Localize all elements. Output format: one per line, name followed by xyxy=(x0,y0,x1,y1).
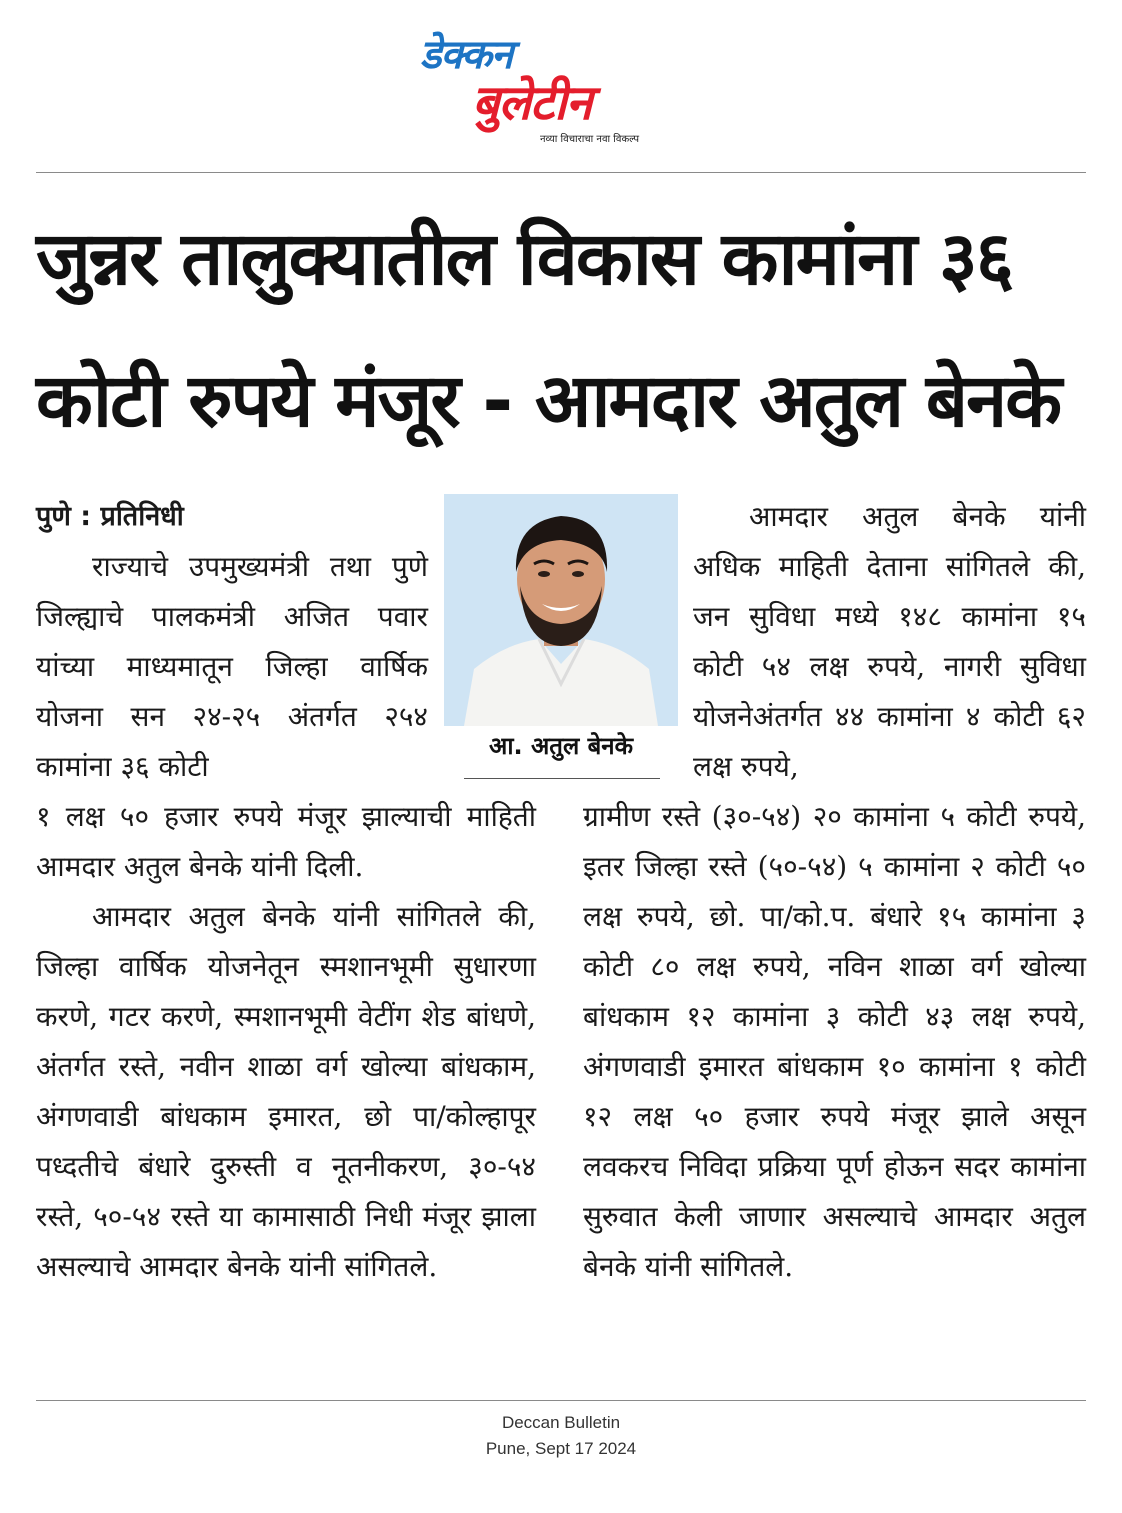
footer-divider xyxy=(36,1400,1086,1401)
photo-caption: आ. अतुल बेनके xyxy=(488,732,634,760)
caption-underline xyxy=(464,778,660,779)
photo-block xyxy=(444,494,678,784)
masthead xyxy=(0,0,1122,170)
footer xyxy=(0,1410,1122,1462)
footer-publication: Deccan Bulletin xyxy=(501,1413,621,1432)
portrait-illustration xyxy=(444,494,678,726)
logo-bottom-text: बुलेटीन xyxy=(472,75,592,131)
article-headline xyxy=(36,188,1086,472)
masthead-divider xyxy=(36,172,1086,173)
paragraph-1-end: १ लक्ष ५० हजार रुपये मंजूर झाल्याची माहिती आमदार अतुल बेनके यांनी दिली. xyxy=(36,800,536,883)
footer-place-date: Pune, Sept 17 2024 xyxy=(485,1439,637,1458)
portrait-photo xyxy=(444,494,678,726)
paragraph-3-start: आमदार अतुल बेनके यांनी अधिक माहिती देताना सांगितले की, जन सुविधा मध्ये १४८ कामांना १५ कोटी ५४ लक्ष रुपये, नागरी सुविधा योजनेअंतर्गत ४४ कामांना ४ कोटी ६२ लक्ष रुपये, xyxy=(693,500,1086,783)
left-column-wide xyxy=(36,792,536,1292)
paragraph-3-end: ग्रामीण रस्ते (३०-५४) २० कामांना ५ कोटी रुपये, इतर जिल्हा रस्ते (५०-५४) ५ कामांना २ कोटी ५० लक्ष रुपये, छो. पा/को.प. बंधारे १५ कामांना ३ कोटी ८० लक्ष रुपये, नविन शाळा वर्ग खोल्या बांधकाम १२ कामांना ३ कोटी ४३ लक्ष रुपये, अंगणवाडी इमारत बांधकाम १० कामांना १ कोटी १२ लक्ष ५० हजार रुपये मंजूर झाले असून लवकरच निविदा प्रक्रिया पूर्ण होऊन सदर कामांना सुरुवात केली जाणार असल्याचे आमदार अतुल बेनके यांनी सांगितले. xyxy=(583,800,1086,1283)
left-column-narrow xyxy=(36,492,428,792)
paragraph-1-start: राज्याचे उपमुख्यमंत्री तथा पुणे जिल्ह्याचे पालकमंत्री अजित पवार यांच्या माध्यमातून जिल्हा वार्षिक योजना सन २४-२५ अंतर्गत २५४ कामांना ३६ कोटी xyxy=(36,550,428,783)
logo-top-text: डेक्कन xyxy=(420,32,513,78)
right-column-wide xyxy=(583,792,1086,1292)
headline-line-2: कोटी रुपये मंजूर - आमदार अतुल बेनके xyxy=(36,358,1061,444)
deccan-bulletin-logo xyxy=(420,30,700,152)
paragraph-2: आमदार अतुल बेनके यांनी सांगितले की, जिल्हा वार्षिक योजनेतून स्मशानभूमी सुधारणा करणे, गटर करणे, स्मशानभूमी वेटींग शेड बांधणे, अंतर्गत रस्ते, नवीन शाळा वर्ग खोल्या बांधकाम, अंगणवाडी बांधकाम इमारत, छो पा/कोल्हापूर पध्दतीचे बंधारे दुरुस्ती व नूतनीकरण, ३०-५४ रस्ते, ५०-५४ रस्ते या कामासाठी निधी मंजूर झाला असल्याचे आमदार बेनके यांनी सांगितले. xyxy=(36,900,536,1283)
logo-tagline: नव्या विचाराचा नवा विकल्प xyxy=(540,134,640,145)
headline-line-1: जुन्नर तालुक्यातील विकास कामांना ३६ xyxy=(36,216,1013,302)
right-column-narrow xyxy=(693,492,1086,792)
dateline: पुणे : प्रतिनिधी xyxy=(36,501,184,532)
